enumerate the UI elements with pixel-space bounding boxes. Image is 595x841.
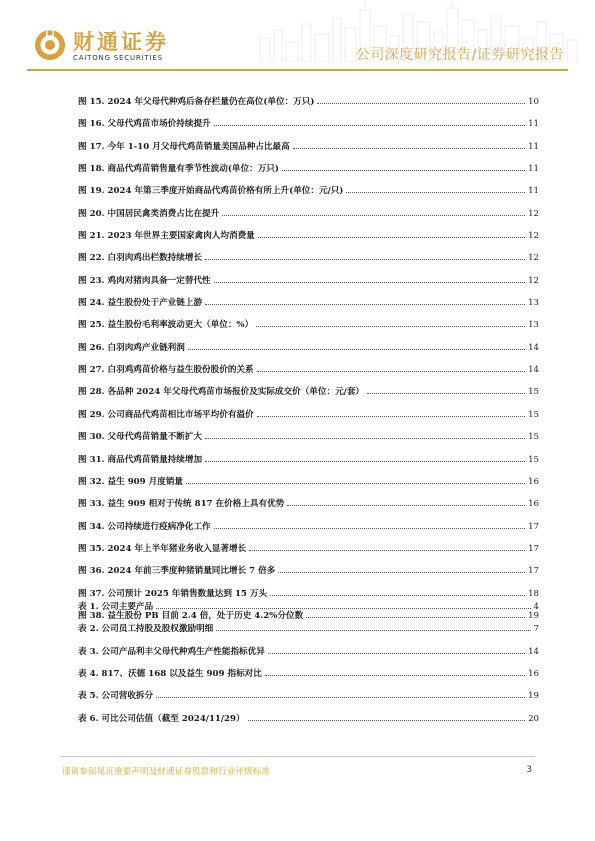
logo-text-en: CAITONG SECURITIES xyxy=(73,54,163,62)
toc-figure-entry-title: 图 29. 公司商品代鸡苗相比市场平均价有溢价 xyxy=(78,409,254,420)
toc-table-entry-page: 19 xyxy=(528,691,539,702)
toc-figure-entry-title: 图 24. 益生股份处于产业链上游 xyxy=(78,298,203,309)
toc-figure-entry-title: 图 20. 中国居民禽类消费占比在提升 xyxy=(78,208,220,219)
toc-figure-entry[interactable] xyxy=(78,225,539,247)
toc-table-entry-title: 表 5. 公司营收拆分 xyxy=(78,691,154,702)
dot-leader xyxy=(367,387,525,394)
toc-figure-entry-title: 图 30. 父母代鸡苗销量不断扩大 xyxy=(78,432,203,443)
toc-figure-entry-title: 图 26. 白羽肉鸡产业链利润 xyxy=(78,342,185,353)
toc-figure-entry-title: 图 19. 2024 年第三季度开始商品代鸡苗价格有所上升(单位：元/只) xyxy=(78,186,344,197)
toc-table-entry-title: 表 4. 817、沃德 168 以及益生 909 指标对比 xyxy=(78,669,262,680)
toc-figure-entry[interactable] xyxy=(78,493,539,515)
toc-figure-entry-title: 图 38. 益生股份 PB 目前 2.4 倍，处于历史 4.2%分位数 xyxy=(78,610,304,621)
toc-table-entry[interactable] xyxy=(78,596,539,618)
dot-leader xyxy=(258,231,525,238)
toc-figure-entry-page: 15 xyxy=(528,387,539,398)
dot-leader xyxy=(216,624,530,631)
toc-table-entry-page: 16 xyxy=(528,669,539,680)
toc-figure-entry-page: 17 xyxy=(528,521,539,532)
dot-leader xyxy=(346,186,525,193)
toc-table-entry-title: 表 1. 公司主要产品 xyxy=(78,602,154,612)
dot-leader xyxy=(265,669,525,676)
toc-table-entry[interactable] xyxy=(78,708,539,730)
toc-figure-entry-title: 图 21. 2023 年世界主要国家禽肉人均消费量 xyxy=(78,231,255,242)
toc-table-entry[interactable] xyxy=(78,618,539,640)
toc-figure-entry[interactable] xyxy=(78,158,539,180)
toc-figure-entry[interactable] xyxy=(78,538,539,560)
toc-table-entry[interactable] xyxy=(78,685,539,707)
dot-leader xyxy=(248,714,525,721)
toc-figure-entry-page: 13 xyxy=(528,298,539,309)
toc-figure-entry-page: 14 xyxy=(528,365,539,376)
toc-figure-entry-page: 11 xyxy=(528,119,539,130)
page-header xyxy=(0,0,595,80)
toc-figure-entry-title: 图 35. 2024 年上半年猪业务收入显著增长 xyxy=(78,543,247,554)
toc-figure-entry-title: 图 17. 今年 1-10 月父母代鸡苗销量美国品种占比最高 xyxy=(78,141,290,152)
toc-figure-entry-title: 图 15. 2024 年父母代种鸡后备存栏量仍在高位(单位：万只) xyxy=(78,97,315,107)
dot-leader xyxy=(205,455,525,462)
dot-leader xyxy=(222,209,525,216)
toc-figure-entry-title: 图 16. 父母代鸡苗市场价持续提升 xyxy=(78,119,211,130)
toc-figure-entry-page: 12 xyxy=(528,231,539,242)
toc-figure-entry-title: 图 23. 鸡肉对猪肉具备一定替代性 xyxy=(78,275,211,286)
toc-figure-entry-title: 图 22. 白羽肉鸡出栏数持续增长 xyxy=(78,253,203,264)
footer-divider xyxy=(60,756,535,757)
toc-figure-entry-title: 图 28. 各品种 2024 年父母代鸡苗市场报价及实际成交价（单位：元/套） xyxy=(78,387,365,398)
dot-leader xyxy=(257,410,525,417)
dot-leader xyxy=(270,589,525,596)
toc-figure-entry-title: 图 27. 白羽鸡鸡苗价格与益生股份股价的关系 xyxy=(78,365,254,376)
toc-figure-entry[interactable] xyxy=(78,426,539,448)
toc-figure-entry[interactable] xyxy=(78,560,539,582)
toc-figure-entry-title: 图 37. 公司预计 2025 年销售数量达到 15 万头 xyxy=(78,588,268,599)
toc-figure-entry[interactable] xyxy=(78,136,539,158)
dot-leader xyxy=(249,544,525,551)
toc-figure-entry-page: 10 xyxy=(528,97,539,107)
toc-figure-entry[interactable] xyxy=(78,203,539,225)
toc-figure-entry-page: 17 xyxy=(528,543,539,554)
toc-table-entry[interactable] xyxy=(78,641,539,663)
toc-figure-entry-page: 12 xyxy=(528,253,539,264)
toc-figure-entry[interactable] xyxy=(78,180,539,202)
logo-mark-icon xyxy=(33,28,67,62)
footer-disclaimer: 谨请参阅尾页重要声明及财通证券股票和行业评级标准 xyxy=(62,766,271,776)
dot-leader xyxy=(205,298,525,305)
dot-leader xyxy=(214,522,525,529)
toc-figure-entry-page: 12 xyxy=(528,208,539,219)
toc-table-entry[interactable] xyxy=(78,663,539,685)
table-list xyxy=(78,596,539,730)
toc-figure-entry-page: 17 xyxy=(528,566,539,577)
toc-figure-entry[interactable] xyxy=(78,404,539,426)
toc-figure-entry-page: 16 xyxy=(528,476,539,487)
toc-figure-entry[interactable] xyxy=(78,314,539,336)
toc-figure-entry-title: 图 33. 益生 909 相对于传统 817 在价格上具有优势 xyxy=(78,499,285,510)
dot-leader xyxy=(205,253,525,260)
toc-figure-entry[interactable] xyxy=(78,91,539,113)
dot-leader xyxy=(214,119,525,126)
toc-table-entry-title: 表 3. 公司产品利丰父母代种鸡生产性能指标优异 xyxy=(78,646,265,657)
toc-figure-entry-page: 18 xyxy=(528,588,539,599)
toc-table-entry-page: 20 xyxy=(528,713,539,724)
toc-figure-entry-page: 11 xyxy=(528,164,539,175)
toc-figure-entry-page: 16 xyxy=(528,499,539,510)
toc-figure-entry-page: 11 xyxy=(528,141,539,152)
toc-figure-entry-page: 13 xyxy=(528,320,539,331)
toc-table-entry-title: 表 2. 公司员工持股及股权激励明细 xyxy=(78,624,214,635)
company-logo xyxy=(33,24,183,64)
toc-figure-entry-page: 15 xyxy=(528,432,539,443)
toc-figure-entry-title: 图 18. 商品代鸡苗销售量有季节性波动(单位：万只) xyxy=(78,164,279,175)
report-type-label: 公司深度研究报告/证券研究报告 xyxy=(355,47,564,63)
toc-figure-entry-title: 图 32. 益生 909 月度销量 xyxy=(78,476,184,487)
dot-leader xyxy=(268,647,525,654)
toc-figure-entry[interactable] xyxy=(78,359,539,381)
toc-figure-entry-page: 11 xyxy=(528,186,539,197)
figure-list xyxy=(78,91,539,627)
logo-text-cn: 财通证券 xyxy=(73,30,169,54)
toc-figure-entry-title: 图 25. 益生股份毛利率波动更大（单位：%） xyxy=(78,320,254,331)
toc-figure-entry[interactable] xyxy=(78,270,539,292)
toc-figure-entry[interactable] xyxy=(78,449,539,471)
toc-figure-entry[interactable] xyxy=(78,113,539,135)
toc-figure-entry[interactable] xyxy=(78,516,539,538)
toc-figure-entry[interactable] xyxy=(78,337,539,359)
toc-figure-entry[interactable] xyxy=(78,292,539,314)
dot-leader xyxy=(214,276,525,283)
toc-figure-entry-page: 12 xyxy=(528,275,539,286)
dot-leader xyxy=(156,602,530,609)
toc-table-entry-page: 7 xyxy=(533,624,539,635)
dot-leader xyxy=(205,432,525,439)
toc-figure-entry-page: 19 xyxy=(528,610,539,621)
toc-figure-entry-page: 15 xyxy=(528,409,539,420)
dot-leader xyxy=(287,499,525,506)
toc-figure-entry-page: 14 xyxy=(528,342,539,353)
dot-leader xyxy=(257,365,525,372)
dot-leader xyxy=(317,97,525,104)
toc-figure-entry-page: 15 xyxy=(528,454,539,465)
toc-figure-entry-title: 图 34. 公司持续进行疫病净化工作 xyxy=(78,521,211,532)
dot-leader xyxy=(256,320,525,327)
toc-figure-entry[interactable] xyxy=(78,471,539,493)
dot-leader xyxy=(282,164,525,171)
dot-leader xyxy=(293,142,525,149)
toc-figure-entry[interactable] xyxy=(78,247,539,269)
dot-leader xyxy=(278,566,525,573)
dot-leader xyxy=(186,477,525,484)
toc-figure-entry-title: 图 31. 商品代鸡苗销量持续增加 xyxy=(78,454,203,465)
header-divider xyxy=(27,69,568,71)
dot-leader xyxy=(156,691,525,698)
toc-figure-entry-title: 图 36. 2024 年前三季度种猪销量同比增长 7 倍多 xyxy=(78,566,276,577)
toc-table-entry-page: 4 xyxy=(533,602,539,612)
toc-table-entry-page: 14 xyxy=(528,646,539,657)
toc-table-entry-title: 表 6. 可比公司估值（截至 2024/11/29） xyxy=(78,713,245,724)
dot-leader xyxy=(188,343,525,350)
page-number: 3 xyxy=(526,765,532,775)
toc-figure-entry[interactable] xyxy=(78,381,539,403)
